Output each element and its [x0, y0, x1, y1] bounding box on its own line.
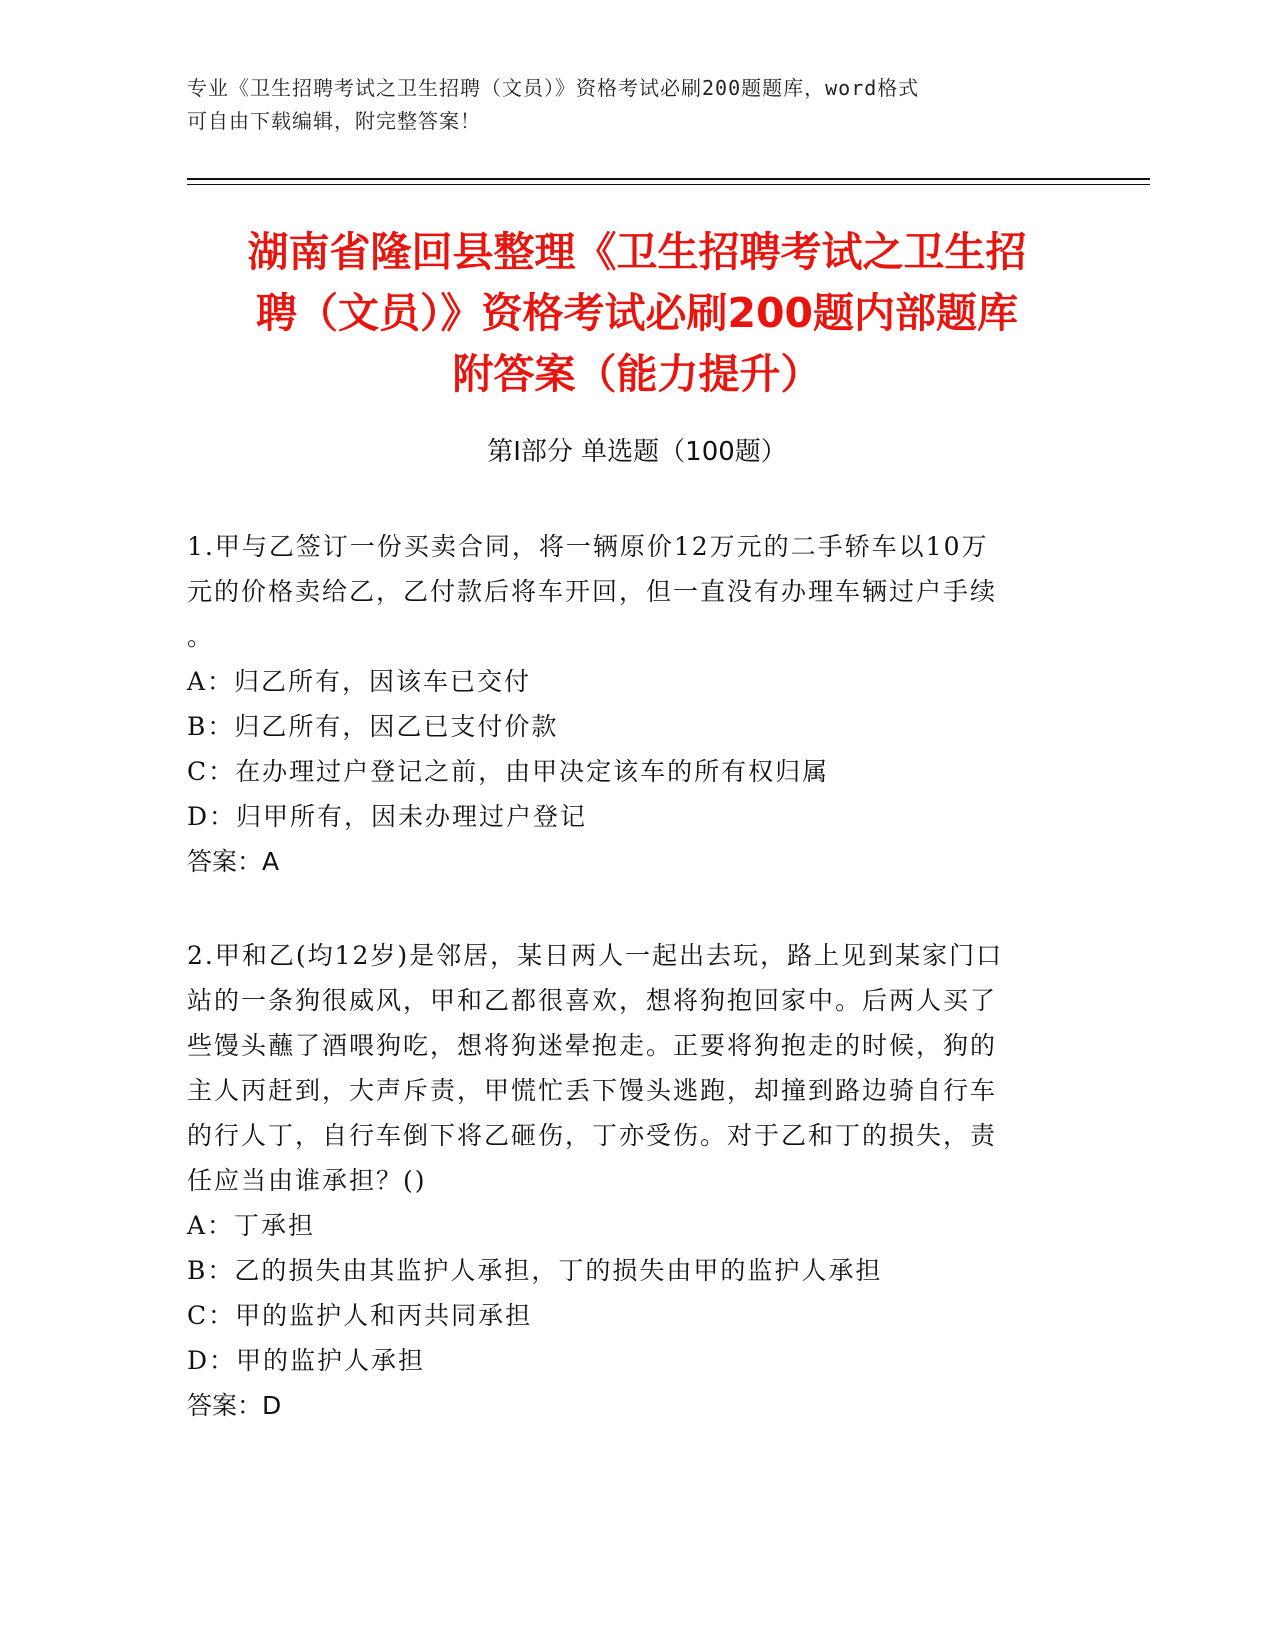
answer-line: 答案：D	[187, 1391, 282, 1420]
answer-line: 答案：A	[187, 847, 280, 876]
question-2	[187, 933, 1067, 1428]
stem-line: 2.甲和乙(均12岁)是邻居，某日两人一起出去玩，路上见到某家门口	[187, 941, 1004, 970]
section-heading: 第Ⅰ部分 单选题（100题）	[487, 437, 787, 467]
option-c: C：甲的监护人和丙共同承担	[187, 1301, 533, 1330]
option-d: D：归甲所有，因未办理过户登记	[187, 802, 588, 831]
option-b: B：归乙所有，因乙已支付价款	[187, 712, 559, 741]
question-stem	[187, 933, 1067, 1203]
option-a: A：丁承担	[187, 1211, 316, 1240]
question-1	[187, 524, 1067, 884]
stem-line: 的行人丁，自行车倒下将乙砸伤，丁亦受伤。对于乙和丁的损失，责	[187, 1121, 998, 1150]
option-a: A：归乙所有，因该车已交付	[187, 667, 532, 696]
document-title	[187, 222, 1087, 405]
stem-line: 任应当由谁承担？()	[187, 1166, 427, 1195]
document-header	[187, 72, 1067, 138]
question-stem	[187, 524, 1067, 659]
title-line-3: 附答案（能力提升）	[452, 350, 822, 398]
option-d: D：甲的监护人承担	[187, 1346, 426, 1375]
title-line-2: 聘（文员）》资格考试必刷200题内部题库	[255, 289, 1019, 337]
stem-line: 主人丙赶到，大声斥责，甲慌忙丢下馒头逃跑，却撞到路边骑自行车	[187, 1076, 998, 1105]
header-line-1: 专业《卫生招聘考试之卫生招聘（文员）》资格考试必刷200题题库，word格式	[187, 76, 920, 100]
stem-line: 些馒头蘸了酒喂狗吃，想将狗迷晕抱走。正要将狗抱走的时候，狗的	[187, 1031, 998, 1060]
header-divider-thin	[187, 184, 1150, 185]
stem-line: 站的一条狗很威风，甲和乙都很喜欢，想将狗抱回家中。后两人买了	[187, 986, 998, 1015]
title-line-1: 湖南省隆回县整理《卫生招聘考试之卫生招	[247, 228, 1027, 276]
stem-line: 1.甲与乙签订一份买卖合同，将一辆原价12万元的二手轿车以10万	[187, 532, 989, 561]
stem-line: 元的价格卖给乙，乙付款后将车开回，但一直没有办理车辆过户手续	[187, 577, 998, 606]
stem-line: 。	[187, 622, 215, 651]
header-line-2: 可自由下载编辑，附完整答案！	[187, 109, 481, 133]
option-b: B：乙的损失由其监护人承担，丁的损失由甲的监护人承担	[187, 1256, 883, 1285]
option-c: C：在办理过户登记之前，由甲决定该车的所有权归属	[187, 757, 830, 786]
header-divider-thick	[187, 178, 1150, 180]
